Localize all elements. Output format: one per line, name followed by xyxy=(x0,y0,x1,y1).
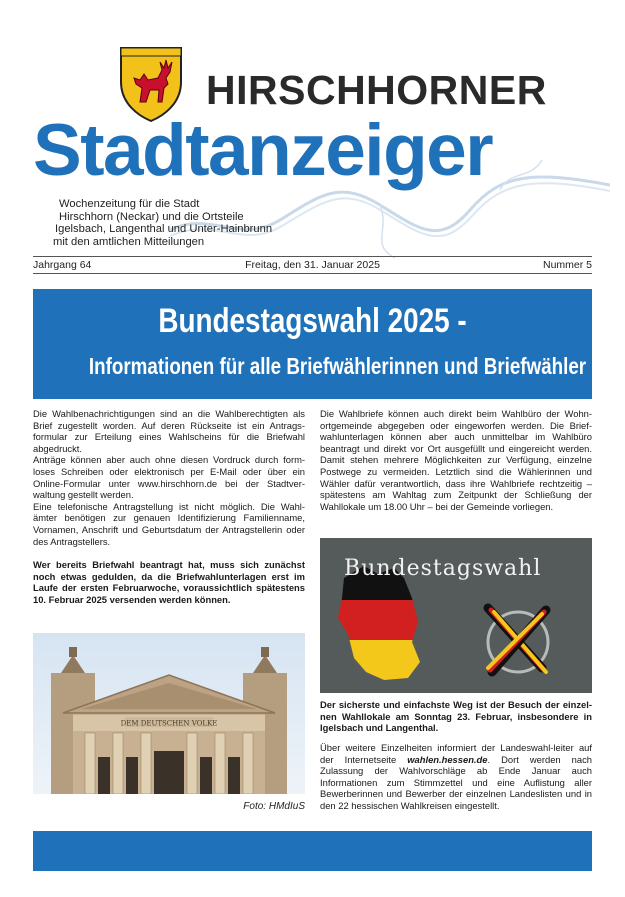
paragraph: Die Wahlbriefe können auch direkt beim Wahlbüro der Wohn-ortgemeinde abgegeben oder eingeworfen werden. Die Brief-wahlunterlagen können aber auch unmittelbar im Wahlbüro beantragt und direkt vor Ort ausgefüllt und eingereicht werden. Damit stehen mehrere Möglichkeiten zur Verfügung, einzelne Postwege zu vermeiden. Letztlich sind die Wählerinnen und Wähler dafür verantwortlich, dass ihre Wahlbriefe rechtzeitig – spätestens am Wahltag zum Zeitpunkt der Schließung der Wahllokale um 18.00 Uhr – bei der Gemeinde vorliegen. xyxy=(320,408,592,512)
subtitle-line: mit den amtlichen Mitteilungen xyxy=(53,235,205,248)
website-link[interactable]: wahlen.hessen.de xyxy=(407,753,488,765)
masthead-subtitle xyxy=(53,198,273,248)
photo-caption: Foto: HMdIuS xyxy=(243,801,305,812)
paragraph: Anträge können aber auch ohne diesen Vordruck durch form-loses Schreiben oder elektronisch per E-Mail oder über ein Online-Formular unter www.hirschhorn.de bei der Stadtver-waltung gestellt werden. xyxy=(33,454,305,501)
issue-info-bar xyxy=(33,256,592,274)
subtitle-line: Wochenzeitung für die Stadt xyxy=(59,198,200,210)
paragraph: Eine telefonische Antragstellung ist nicht möglich. Die Wahl-ämter benötigen zur genauen Identifizierung Familienname, Vornamen, Anschrift und Geburtsdatum der Antragstellerin oder des Antragstellers. xyxy=(33,500,305,547)
reichstag-photo xyxy=(33,633,305,794)
image-bold-caption: Der sicherste und einfachste Weg ist der Besuch der einzel-nen Wahllokale am Sonntag 23. Februar, insbesondere in Igelsbach und Langenthal. xyxy=(320,699,592,734)
chalkboard-text: Bundestagswahl xyxy=(344,556,542,581)
paragraph: Die Wahlbenachrichtigungen sind an die Wahlberechtigten als Brief zugestellt worden. Auf deren Rückseite ist ein Antrags-formular zur Erteilung eines Wahlscheins für die Briefwahl abgedruckt. xyxy=(33,408,305,454)
text-before-url: Über weitere Einzelheiten informiert der Landeswahl-leiter auf der Internetseite xyxy=(320,742,592,765)
subtitle-line: Igelsbach, Langenthal und Unter-Hainbrunn xyxy=(55,223,273,235)
paragraph xyxy=(320,742,592,812)
issue-number: Nummer 5 xyxy=(542,259,592,271)
subtitle-line: Hirschhorn (Neckar) und die Ortsteile xyxy=(59,210,244,223)
masthead-title-top: HIRSCHHORNER xyxy=(206,67,547,113)
footer-bar xyxy=(33,831,592,871)
reichstag-illustration xyxy=(33,633,305,794)
bold-paragraph: Wer bereits Briefwahl beantragt hat, muss sich zunächst noch etwas gedulden, da die Briefwahlunterlagen erst im Laufe der ersten Februarwoche, voraussichtlich spätestens 10. Februar 2025 versenden werden können. xyxy=(33,559,305,605)
text-after-url: . Dort werden nach Zulassung der Wahlvorschläge ab Ende Januar auch Informationen zum Stimmzettel und eine Auflistung aller Bewerberinnen und Bewerber der einzelnen Landeslisten und in den 22 hessischen Wahlkreisen eingestellt. xyxy=(320,753,592,811)
headline-banner xyxy=(33,289,592,399)
volume-label: Jahrgang 64 xyxy=(33,259,92,271)
building-inscription: DEM DEUTSCHEN VOLKE xyxy=(120,719,218,728)
left-column xyxy=(33,408,305,606)
subheadline: Informationen für alle Briefwählerinnen und Briefwähler xyxy=(88,353,587,379)
issue-date: Freitag, den 31. Januar 2025 xyxy=(245,259,380,271)
headline: Bundestagswahl 2025 - xyxy=(158,302,467,340)
right-column xyxy=(320,408,592,512)
masthead xyxy=(0,0,625,255)
right-column-lower xyxy=(320,742,592,812)
masthead-title-main: Stadtanzeiger xyxy=(33,110,493,191)
bundestagswahl-image xyxy=(320,538,592,693)
